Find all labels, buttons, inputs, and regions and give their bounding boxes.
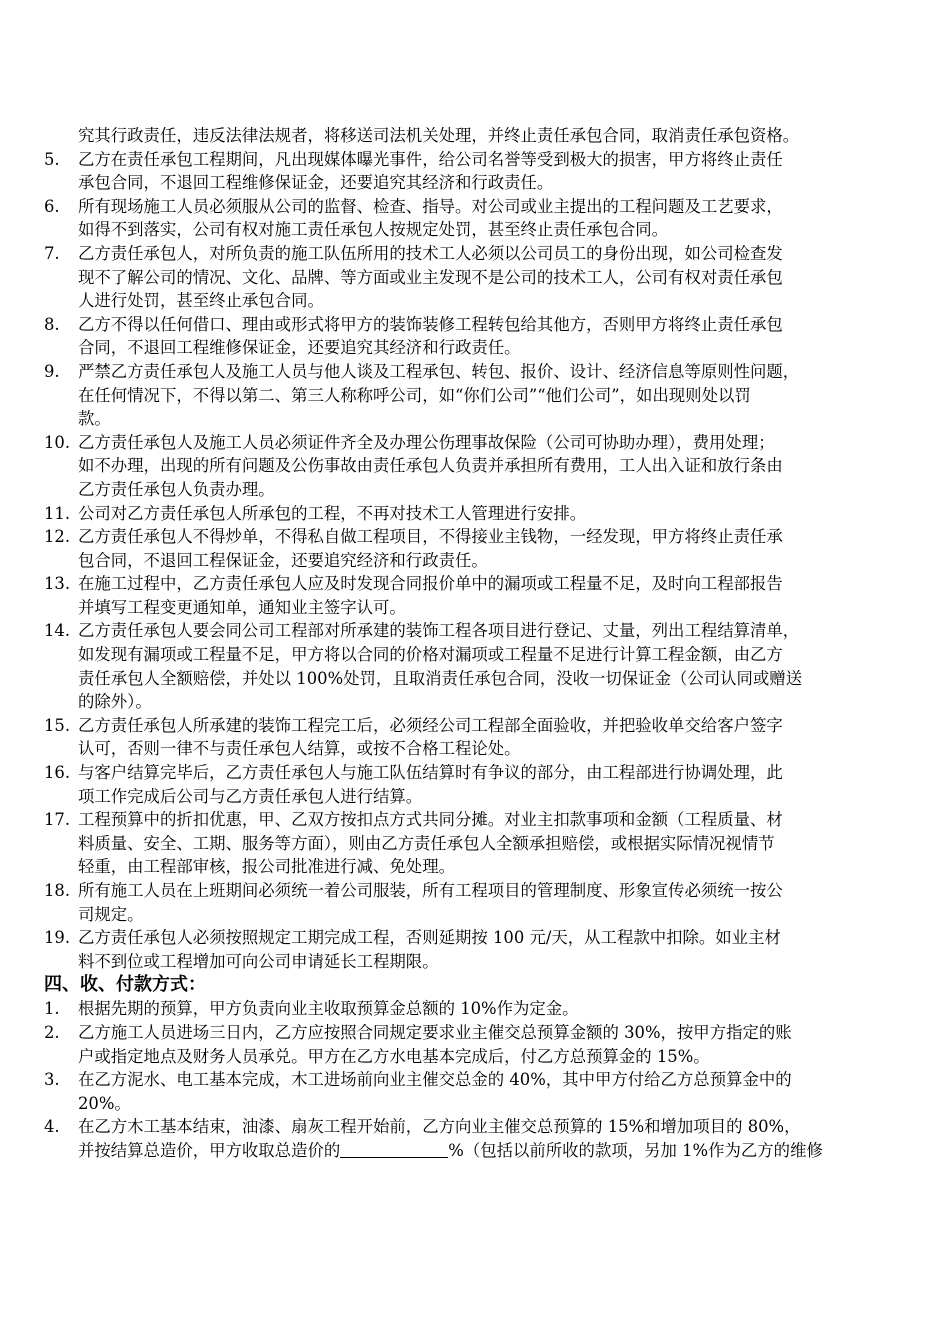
item-number: 13.: [44, 574, 71, 594]
list-item: [44, 360, 914, 431]
item-text: 乙方不得以任何借口、理由或形式将甲方的装饰装修工程转包给其他方，否则甲方将终止责任承包: [78, 314, 783, 334]
item-text: 所有施工人员在上班期间必须统一着公司服装，所有工程项目的管理制度、形象宣传必须统一按公: [78, 881, 783, 900]
document-page: [44, 124, 914, 1163]
item-number: 3.: [44, 1070, 60, 1090]
item4-text-after: %（包括以前所收的款项，另加 1%作为乙方的维修: [448, 1140, 823, 1160]
item-text-continued: 料质量、安全、工期、服务等方面），则由乙方责任承包人全额承担赔偿，或根据实际情况视情节: [78, 833, 775, 853]
item-number: 12.: [44, 527, 71, 547]
item-number: 11.: [44, 503, 71, 523]
item-text: 工程预算中的折扣优惠，甲、乙双方按扣点方式共同分摊。对业主扣款事项和金额（工程质量、材: [78, 810, 783, 830]
list-item: [44, 997, 914, 1021]
item-text-continued: 人进行处罚，甚至终止承包合同。: [78, 291, 324, 311]
list-item: [44, 1068, 914, 1115]
item-text-continued: 20%。: [78, 1093, 131, 1113]
item-text-continued: 在任何情况下，不得以第二、第三人称称呼公司，如“你们公司”“他们公司”，如出现则处以罚: [78, 385, 751, 405]
item-text-continued: 并填写工程变更通知单，通知业主签字认可。: [78, 597, 406, 617]
item-text: 乙方责任承包人必须按照规定工期完成工程，否则延期按 100 元/天，从工程款中扣除。如业主材: [78, 928, 781, 948]
item-number: 4.: [44, 1117, 60, 1137]
item-number: 8.: [44, 314, 60, 334]
item-text-continued: 如不办理，出现的所有问题及公伤事故由责任承包人负责并承担所有费用，工人出入证和放行条由: [78, 456, 783, 476]
list-item: [44, 879, 914, 926]
item-number: 1.: [44, 999, 60, 1019]
payment-list: [44, 997, 914, 1139]
item-text-continued: 轻重，由工程部审核，报公司批准进行减、免处理。: [78, 857, 455, 877]
item-text: 严禁乙方责任承包人及施工人员与他人谈及工程承包、转包、报价、设计、经济信息等原则性问题，: [78, 361, 800, 381]
item-text-continued: 如得不到落实，公司有权对施工责任承包人按规定处罚，甚至终止责任承包合同。: [78, 220, 669, 240]
item-text: 乙方施工人员进场三日内，乙方应按照合同规定要求业主催交总预算金额的 30%，按甲方指定的账: [78, 1022, 792, 1042]
item-text-continued: 乙方责任承包人负责办理。: [78, 479, 275, 499]
list-item: [44, 808, 914, 879]
list-item: [44, 619, 914, 713]
item-number: 7.: [44, 243, 60, 263]
item4-line2: [44, 1139, 914, 1163]
item-text: 在施工过程中，乙方责任承包人应及时发现合同报价单中的漏项或工程量不足，及时向工程部报告: [78, 574, 783, 594]
item-text-continued: 承包合同，不退回工程维修保证金，还要追究其经济和行政责任。: [78, 173, 554, 193]
item-text-continued: 合同，不退回工程维修保证金，还要追究其经济和行政责任。: [78, 338, 521, 358]
section-heading: 四、收、付款方式：: [44, 974, 206, 996]
item-text-continued: 料不到位或工程增加可向公司申请延长工程期限。: [78, 951, 439, 971]
item-text: 乙方责任承包人及施工人员必须证件齐全及办理公伤理事故保险（公司可协助办理），费用处理；: [78, 432, 775, 452]
list-item: [44, 761, 914, 808]
fill-in-blank[interactable]: [340, 1141, 448, 1158]
item-number: 9.: [44, 361, 60, 381]
item-number: 10.: [44, 432, 71, 452]
item-number: 14.: [44, 621, 71, 641]
item-text: 乙方责任承包人，对所负责的施工队伍所用的技术工人必须以公司员工的身份出现，如公司检查发: [78, 243, 783, 263]
item-text: 乙方责任承包人要会同公司工程部对所承建的装饰工程各项目进行登记、丈量，列出工程结算清单，: [78, 621, 800, 641]
list-item: [44, 1021, 914, 1068]
list-item: [44, 431, 914, 502]
item-number: 16.: [44, 763, 71, 783]
list-item: [44, 572, 914, 619]
item-number: 2.: [44, 1022, 60, 1042]
item-number: 15.: [44, 715, 71, 735]
item-text: 根据先期的预算，甲方负责向业主收取预算金总额的 10%作为定金。: [78, 999, 579, 1019]
item-number: 19.: [44, 928, 71, 948]
item-text-continued: 项工作完成后公司与乙方责任承包人进行结算。: [78, 786, 423, 806]
list-item: [44, 148, 914, 195]
item-number: 6.: [44, 196, 60, 216]
item-text-continued: 包合同，不退回工程保证金，还要追究经济和行政责任。: [78, 550, 488, 570]
item-text-continued: 认可，否则一律不与责任承包人结算，或按不合格工程论处。: [78, 739, 521, 759]
continuation-text: 究其行政责任，违反法律法规者，将移送司法机关处理，并终止责任承包合同，取消责任承包资格。: [78, 126, 800, 145]
list-item: [44, 714, 914, 761]
item-text: 公司对乙方责任承包人所承包的工程，不再对技术工人管理进行安排。: [78, 503, 587, 523]
list-item: [44, 502, 914, 526]
item-text-continued: 款。: [78, 409, 111, 429]
item-text-continued: 的除外）。: [78, 692, 152, 712]
list-item: [44, 195, 914, 242]
item-text-continued: 司规定。: [78, 904, 144, 924]
item-text-continued: 如发现有漏项或工程量不足，甲方将以合同的价格对漏项或工程量不足进行计算工程金额，由乙方: [78, 645, 783, 665]
item-number: 17.: [44, 810, 71, 830]
item-text: 乙方责任承包人不得炒单，不得私自做工程项目，不得接业主钱物，一经发现，甲方将终止责任承: [78, 527, 783, 547]
clause-list: [44, 148, 914, 974]
list-item: [44, 926, 914, 973]
item-number: 5.: [44, 149, 60, 169]
item4-text-before: 并按结算总造价，甲方收取总造价的: [78, 1140, 341, 1160]
list-item: [44, 1115, 914, 1139]
list-item: [44, 242, 914, 313]
item-text: 所有现场施工人员必须服从公司的监督、检查、指导。对公司或业主提出的工程问题及工艺要求，: [78, 196, 783, 216]
item-text: 与客户结算完毕后，乙方责任承包人与施工队伍结算时有争议的部分，由工程部进行协调处理，此: [78, 763, 783, 783]
item-text-continued: 现不了解公司的情况、文化、品牌、等方面或业主发现不是公司的技术工人，公司有权对责任承包: [78, 267, 783, 287]
item-text: 在乙方木工基本结束，油漆、扇灰工程开始前，乙方向业主催交总预算的 15%和增加项目的 80%，: [78, 1117, 801, 1137]
item-text-continued: 责任承包人全额赔偿，并处以 100%处罚，且取消责任承包合同，没收一切保证金（公司认同或赠送: [78, 668, 803, 688]
item-text-continued: 户或指定地点及财务人员承兑。甲方在乙方水电基本完成后，付乙方总预算金的 15%。: [78, 1046, 710, 1066]
item-text: 乙方责任承包人所承建的装饰工程完工后，必须经公司工程部全面验收，并把验收单交给客户签字: [78, 715, 783, 735]
item-number: 18.: [44, 881, 71, 900]
list-item: [44, 313, 914, 360]
list-item: [44, 525, 914, 572]
item-text: 乙方在责任承包工程期间，凡出现媒体曝光事件，给公司名誉等受到极大的损害，甲方将终止责任: [78, 149, 783, 169]
item-text: 在乙方泥水、电工基本完成，木工进场前向业主催交总金的 40%，其中甲方付给乙方总预算金中的: [78, 1070, 792, 1090]
